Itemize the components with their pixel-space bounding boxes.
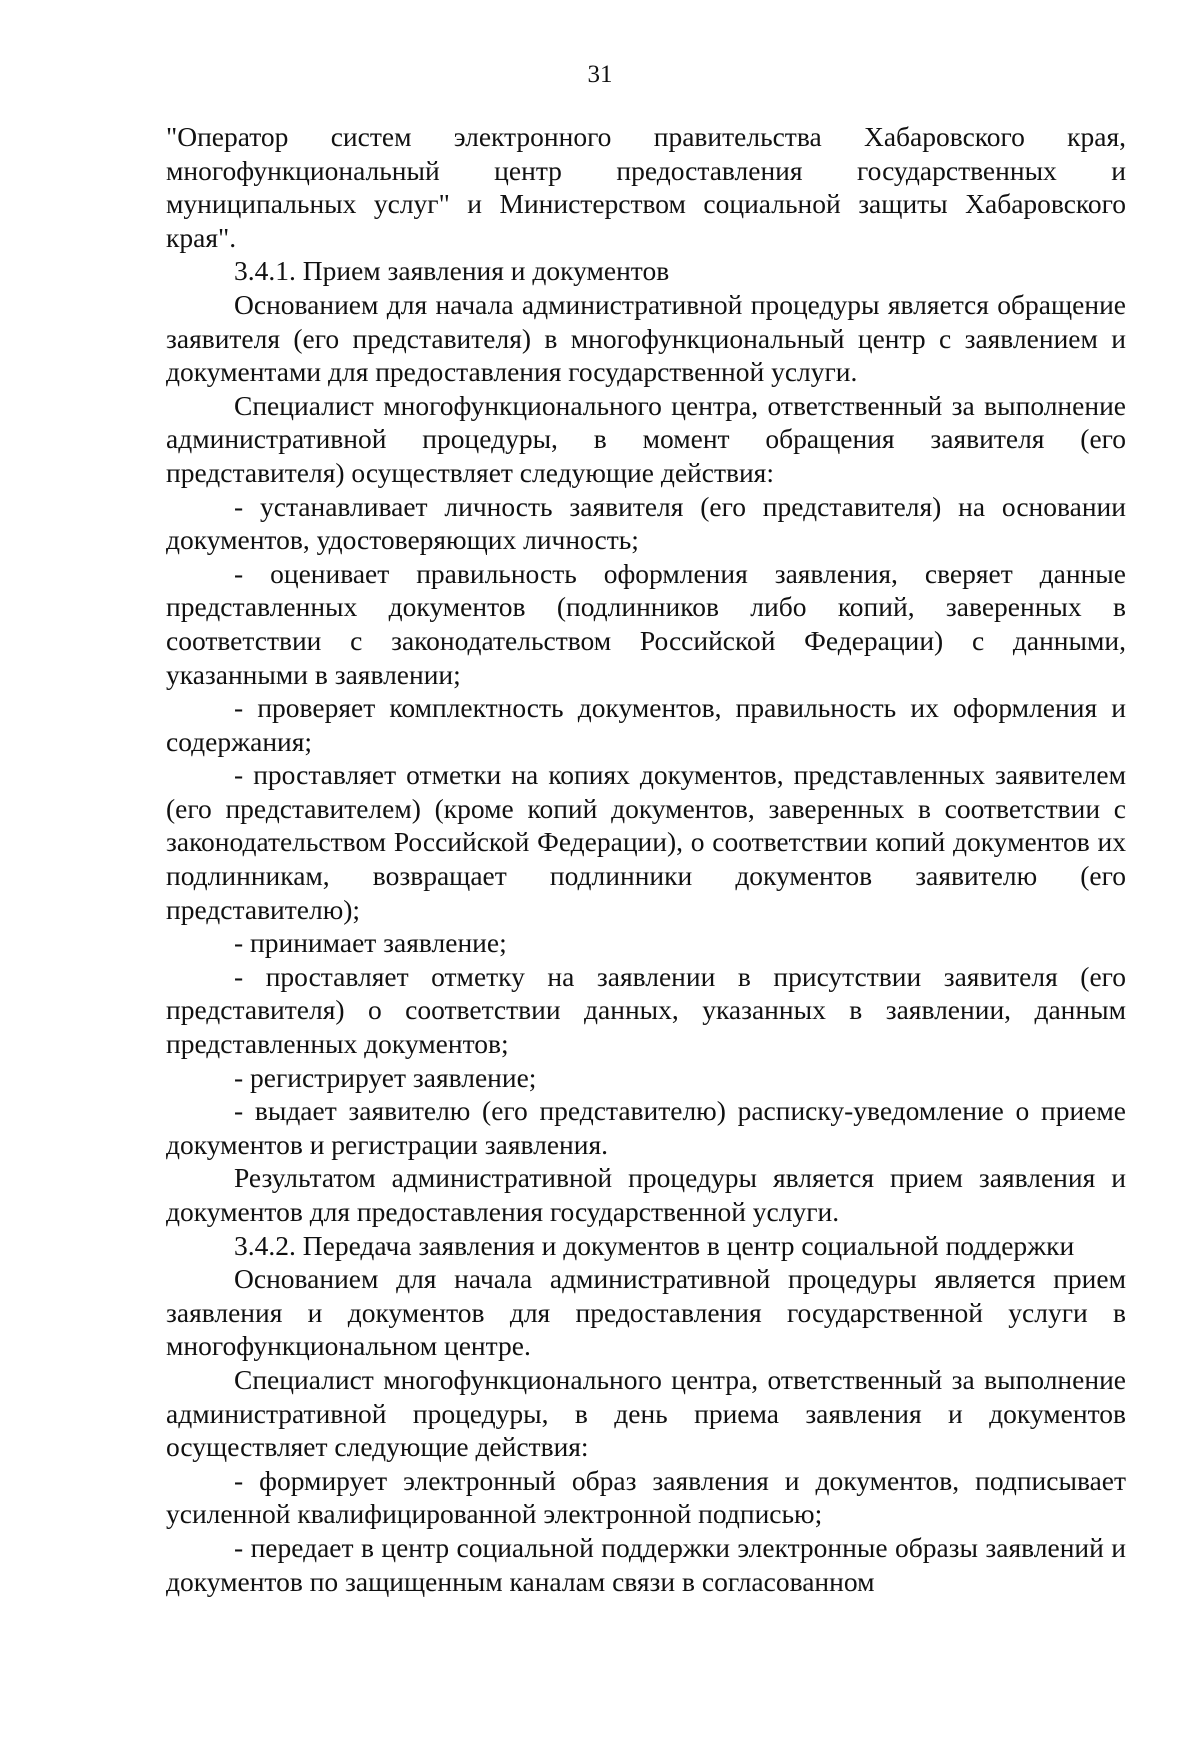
paragraph: - принимает заявление; (234, 927, 507, 959)
paragraph: Результатом административной процедуры является прием заявления и документов для предоставления государственной услуги. (166, 1162, 1126, 1227)
page-number: 31 (587, 61, 613, 88)
paragraph: - регистрирует заявление; (234, 1061, 537, 1093)
paragraph: Специалист многофункционального центра, ответственный за выполнение административной процедуры, в момент обращения заявителя (его представителя) осуществляет следующие действия: (166, 389, 1126, 488)
paragraph: 3.4.2. Передача заявления и документов в центр социальной поддержки (234, 1229, 1075, 1261)
paragraph: - передает в центр социальной поддержки электронные образы заявлений и документов по защищенным каналам связи в согласованном (166, 1531, 1126, 1597)
paragraph: - проверяет комплектность документов, правильность их оформления и содержания; (166, 692, 1126, 757)
paragraph: - формирует электронный образ заявления и документов, подписывает усиленной квалифицированной электронной подписью; (166, 1464, 1126, 1530)
paragraph: Специалист многофункционального центра, ответственный за выполнение административной процедуры, в день приема заявления и документов осуществляет следующие действия: (166, 1363, 1126, 1463)
paragraph: - выдает заявителю (его представителю) расписку-уведомление о приеме документов и регистрации заявления. (166, 1095, 1126, 1160)
paragraph: - устанавливает личность заявителя (его представителя) на основании документов, удостоверяющих личность; (166, 490, 1126, 556)
paragraph: - оценивает правильность оформления заявления, сверяет данные представленных документов (подлинников либо копий, заверенных в соответствии с законодательством Российской Федерации) с данными, указанными в заявлении; (166, 557, 1126, 690)
paragraph: "Оператор систем электронного правительства Хабаровского края, многофункциональный центр предоставления государственных и муниципальных услуг" и Министерством социальной защиты Хабаровского края". (166, 121, 1126, 253)
paragraph: Основанием для начала административной процедуры является прием заявления и документов для предоставления государственной услуги в многофункциональном центре. (166, 1263, 1126, 1362)
paragraph: - проставляет отметку на заявлении в присутствии заявителя (его представителя) о соответствии данных, указанных в заявлении, данным представленных документов; (166, 960, 1126, 1060)
paragraph: 3.4.1. Прием заявления и документов (234, 255, 670, 287)
paragraph: - проставляет отметки на копиях документов, представленных заявителем (его представителем) (кроме копий документов, заверенных в соответствии с законодательством Российской Федерации), о соответствии копий документов их подлинникам, возвращает подлинники документов заявителю (его представителю); (166, 759, 1126, 925)
paragraph: Основанием для начала административной процедуры является обращение заявителя (его представителя) в многофункциональный центр с заявлением и документами для предоставления государственной услуги. (166, 288, 1126, 388)
document-body (166, 120, 1126, 1598)
